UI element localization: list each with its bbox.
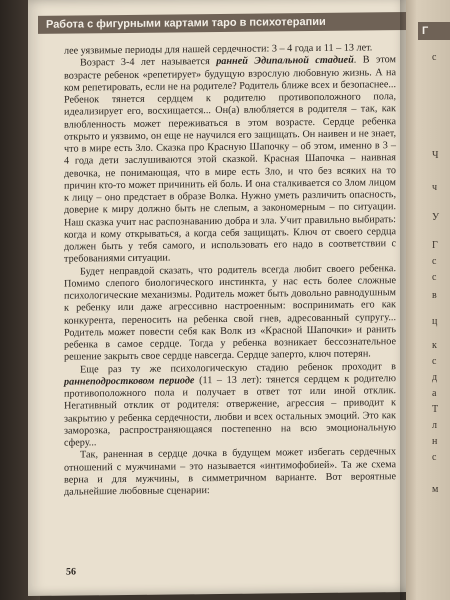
paragraph	[64, 446, 396, 498]
book-page	[28, 0, 408, 596]
paragraph-text: Возраст 3-4 лет называется	[80, 56, 217, 69]
paragraph	[64, 263, 396, 364]
facing-page-letter: Т	[432, 404, 439, 415]
facing-page-letter: м	[432, 484, 439, 495]
paragraph-text: . В этом возрасте ребенок «репетирует» будущую взрослую любовную жизнь. А на ком репетировать, если не на родителе? Родитель ближе всех и безопаснее... Ребенок тянется сердцем к родителю противоположного пола, идеализирует его, восхищается... Он(а) влюбляется в родителя – так, как влюбленность может переживаться в этом возрасте. Сердце ребенка открыто и уязвимо, он еще не научился его защищать. Он наивен и не знает, что в мире есть Зло. Сказка про Красную Шапочку – об этом, именно в 3 – 4 года дети заслушиваются этой сказкой. Красная Шапочка – наивная девочка, не понимающая, что в мире есть Зло, и что без всяких на то причин кто-то может причинить ей боль. И она сталкивается со Злом лицом к лицу – оно предстает в образе Волка. Нужно уметь различить опасность, доверие к миру должно быть не слепым, а закономерным – по ситуации. Наш сказка учит нас распознаванию добра и зла. Учит правильно выбирать: когда и кому открываться, а когда себя защищать. Ключ от своего сердца должен быть у тебя самого, и использовать его надо в соответствии с требованиями ситуации.	[64, 54, 396, 265]
facing-page-letter: а	[432, 388, 437, 399]
paragraph-text: (11 – 13 лет): тянется сердцем к родителю противоположного пола и получает в ответ тот или иной отклик. Негативный отклик от родителя: отвержение, агрессия – приводит к закрытию у ребенка сердечности, любви и всех остальных эмоций. Это как заморозка, распространяющаяся постепенно на всю эмоциональную сферу...	[64, 372, 396, 449]
facing-page-header	[418, 22, 450, 40]
facing-page-letter: У	[432, 212, 440, 223]
facing-page-letter: Г	[432, 240, 438, 251]
paragraph-text: Так, раненная в сердце дочка в будущем может избегать сердечных отношений с мужчинами – это называется «интимофобией». Та же схема верна и для мужчины, в симметричном варианте. Вот вероятные дальнейшие любовные сценарии:	[64, 446, 396, 498]
paragraph-text: лее уязвимые периоды для нашей сердечности: 3 – 4 года и 11 – 13 лет.	[64, 42, 373, 57]
facing-page-letter: ц	[432, 316, 438, 327]
emphasized-term: ранней Эдипальной стадией	[216, 54, 354, 68]
facing-page-letter: с	[432, 52, 437, 63]
paragraph-text: Еще раз ту же психологическую стадию ребенок проходит в	[80, 360, 396, 375]
facing-page-letter: с	[432, 256, 437, 267]
facing-page-letter: д	[432, 372, 438, 383]
facing-page-letter: к	[432, 340, 437, 351]
facing-page-letter: в	[432, 290, 437, 301]
paragraph	[64, 361, 396, 450]
facing-page-letter: с	[432, 272, 437, 283]
facing-page-letter: с	[432, 356, 437, 367]
running-header-title: Работа с фигурными картами таро в психотерапии	[46, 15, 326, 31]
facing-page-letter: с	[432, 452, 437, 463]
page-number: 56	[66, 566, 76, 578]
facing-page-letter: л	[432, 420, 437, 431]
facing-page-letter: н	[432, 436, 438, 447]
facing-page-header-title: Г	[422, 25, 429, 37]
body-text	[64, 42, 396, 499]
paragraph	[64, 54, 396, 266]
facing-page-edge	[406, 0, 450, 600]
running-header	[38, 12, 408, 34]
emphasized-term: раннеподростковом периоде	[64, 375, 195, 388]
facing-page-letter: Ч	[432, 150, 439, 161]
paragraph-text: Будет неправдой сказать, что родитель всегда любит своего ребенка. Помимо слепого биологического инстинкта, у нас есть более сложные психологические механизмы. Родитель может быть довольно равнодушным к ребенку или даже агрессивно настроенным: воспринимать его как конкурента, переносить на ребенка свой гнев, адресованный супругу... Родитель может повести себя как Волк из «Красной Шапочки» и ранить ребенка в самое сердце. Тогда у ребенка возникает бессознательное решение закрыть свое сердце навсегда. Сердце заперто, ключ потерян.	[64, 262, 396, 363]
facing-page-letter: ч	[432, 182, 438, 193]
